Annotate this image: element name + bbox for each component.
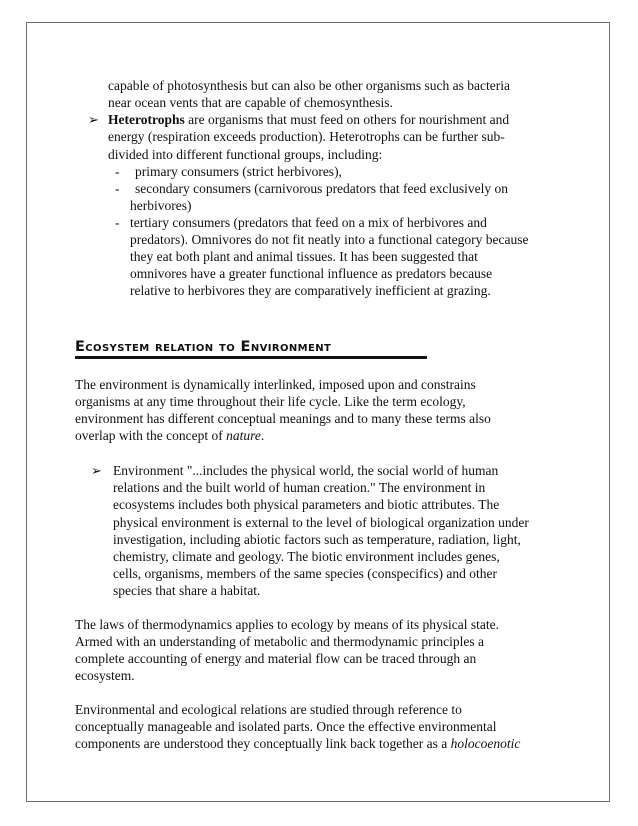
environment-line-8: species that share a habitat.: [113, 583, 261, 598]
environment-line-2: relations and the built world of human creation." The environment in: [113, 480, 486, 495]
arrow-bullet-icon: ➢: [88, 112, 99, 127]
environment-line-1: Environment "...includes the physical world, the social world of human: [113, 463, 499, 478]
nature-term: nature: [226, 428, 261, 443]
heterotrophs-def: are organisms that must feed on others for nourishment and: [184, 112, 510, 127]
tertiary-consumers-line-4: omnivores have a greater functional influence as predators because: [130, 266, 493, 281]
para1-last-prefix: overlap with the concept of: [75, 428, 227, 443]
heading-underline: [75, 356, 427, 359]
para3-line-2: conceptually manageable and isolated parts. Once the effective environmental: [75, 719, 497, 734]
dash-bullet: -: [115, 181, 120, 196]
environment-line-5: investigation, including abiotic factors such as temperature, radiation, light,: [113, 532, 521, 547]
para1-line-1: The environment is dynamically interlinked, imposed upon and constrains: [75, 377, 476, 392]
heterotrophs-term: Heterotrophs: [108, 112, 185, 127]
environment-line-7: cells, organisms, members of the same species (conspecifics) and other: [113, 566, 498, 581]
autotroph-cont-line-2: near ocean vents that are capable of chemosynthesis.: [108, 95, 393, 110]
dash-bullet: -: [115, 164, 120, 179]
tertiary-consumers-line-1: tertiary consumers (predators that feed on a mix of herbivores and: [130, 215, 487, 230]
para2-line-2: Armed with an understanding of metabolic and thermodynamic principles a: [75, 634, 485, 649]
para1-last-suffix: .: [260, 428, 265, 443]
para1-line-4: [75, 427, 264, 444]
para2-line-3: complete accounting of energy and material flow can be traced through an: [75, 651, 477, 666]
autotroph-cont-line-1: capable of photosynthesis but can also be other organisms such as bacteria: [108, 78, 511, 93]
para1-line-2: organisms at any time throughout their life cycle. Like the term ecology,: [75, 394, 466, 409]
environment-line-6: chemistry, climate and geology. The biotic environment includes genes,: [113, 549, 500, 564]
section-heading: Ecosystem relation to Environment: [75, 339, 332, 355]
dash-bullet: -: [115, 215, 120, 230]
heterotrophs-line-3: divided into different functional groups, including:: [108, 147, 383, 162]
arrow-bullet-icon: ➢: [91, 463, 102, 478]
heterotrophs-line-2: energy (respiration exceeds production). Heterotrophs can be further sub-: [108, 129, 505, 144]
para3-last-prefix: components are understood they conceptually link back together as a: [75, 736, 451, 751]
secondary-consumers-line-2: herbivores): [130, 198, 192, 213]
heterotrophs-line-1: [108, 111, 509, 128]
tertiary-consumers-line-3: they eat both plant and animal tissues. It has been suggested that: [130, 249, 478, 264]
environment-line-4: physical environment is external to the level of biological organization under: [113, 515, 529, 530]
para3-line-3: [75, 735, 520, 752]
para1-line-3: environment has different conceptual meanings and to many these terms also: [75, 411, 491, 426]
para3-line-1: Environmental and ecological relations are studied through reference to: [75, 702, 462, 717]
holocoenotic-term: holocoenotic: [450, 736, 521, 751]
tertiary-consumers-line-2: predators). Omnivores do not fit neatly into a functional category because: [130, 232, 529, 247]
environment-line-3: ecosystems includes both physical parameters and biotic attributes. The: [113, 497, 500, 512]
para2-line-4: ecosystem.: [75, 668, 135, 683]
secondary-consumers-line-1: secondary consumers (carnivorous predators that feed exclusively on: [135, 181, 508, 196]
primary-consumers-line: primary consumers (strict herbivores),: [135, 164, 342, 179]
tertiary-consumers-line-5: relative to herbivores they are comparatively inefficient at grazing.: [130, 283, 491, 298]
para2-line-1: The laws of thermodynamics applies to ecology by means of its physical state.: [75, 617, 500, 632]
